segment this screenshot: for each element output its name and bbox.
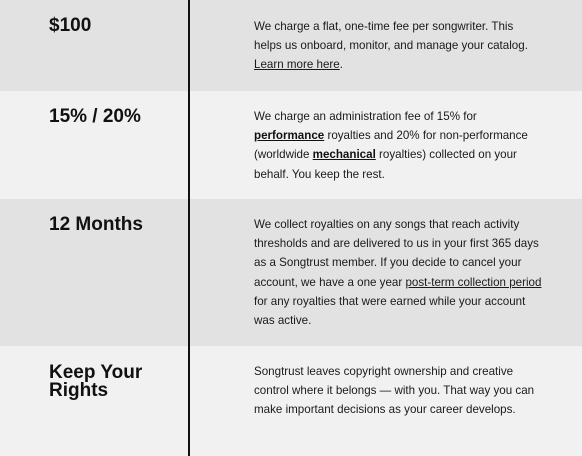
- column-divider: [188, 0, 190, 456]
- desc-text: royalties and 20% for non-performance (worldwide: [254, 129, 528, 162]
- post-term-collection-link[interactable]: post-term collection period: [405, 275, 542, 289]
- mechanical-link[interactable]: mechanical: [312, 148, 376, 162]
- desc-text: We charge an administration fee of 15% for: [254, 110, 477, 123]
- row-label-fee: $100: [49, 15, 92, 36]
- learn-more-link[interactable]: Learn more here: [254, 58, 340, 72]
- row-desc-fee: [254, 17, 544, 75]
- row-desc-admin-fee: [254, 107, 544, 184]
- desc-text: royalties) collected on your behalf. You keep the rest.: [254, 148, 517, 181]
- desc-text: .: [339, 58, 343, 72]
- desc-text: We collect royalties on any songs that reach activity thresholds and are delivered to us in your first 365 days as a Songtrust member. If you decide to cancel your account, we have a one year: [254, 218, 539, 289]
- performance-link[interactable]: performance: [254, 129, 325, 143]
- row-label-admin-fee: 15% / 20%: [49, 106, 141, 127]
- desc-text: We charge a flat, one-time fee per songwriter. This helps us onboard, monitor, and manage your catalog.: [254, 20, 528, 53]
- row-label-rights: Keep Your Rights: [49, 362, 143, 401]
- desc-text: for any royalties that were earned while your account was active.: [254, 294, 526, 328]
- row-desc-term: [254, 215, 544, 330]
- row-desc-rights: Songtrust leaves copyright ownership and creative control where it belongs — with you. That way you can make important decisions as your career develops.: [254, 365, 535, 417]
- row-label-term: 12 Months: [49, 214, 143, 235]
